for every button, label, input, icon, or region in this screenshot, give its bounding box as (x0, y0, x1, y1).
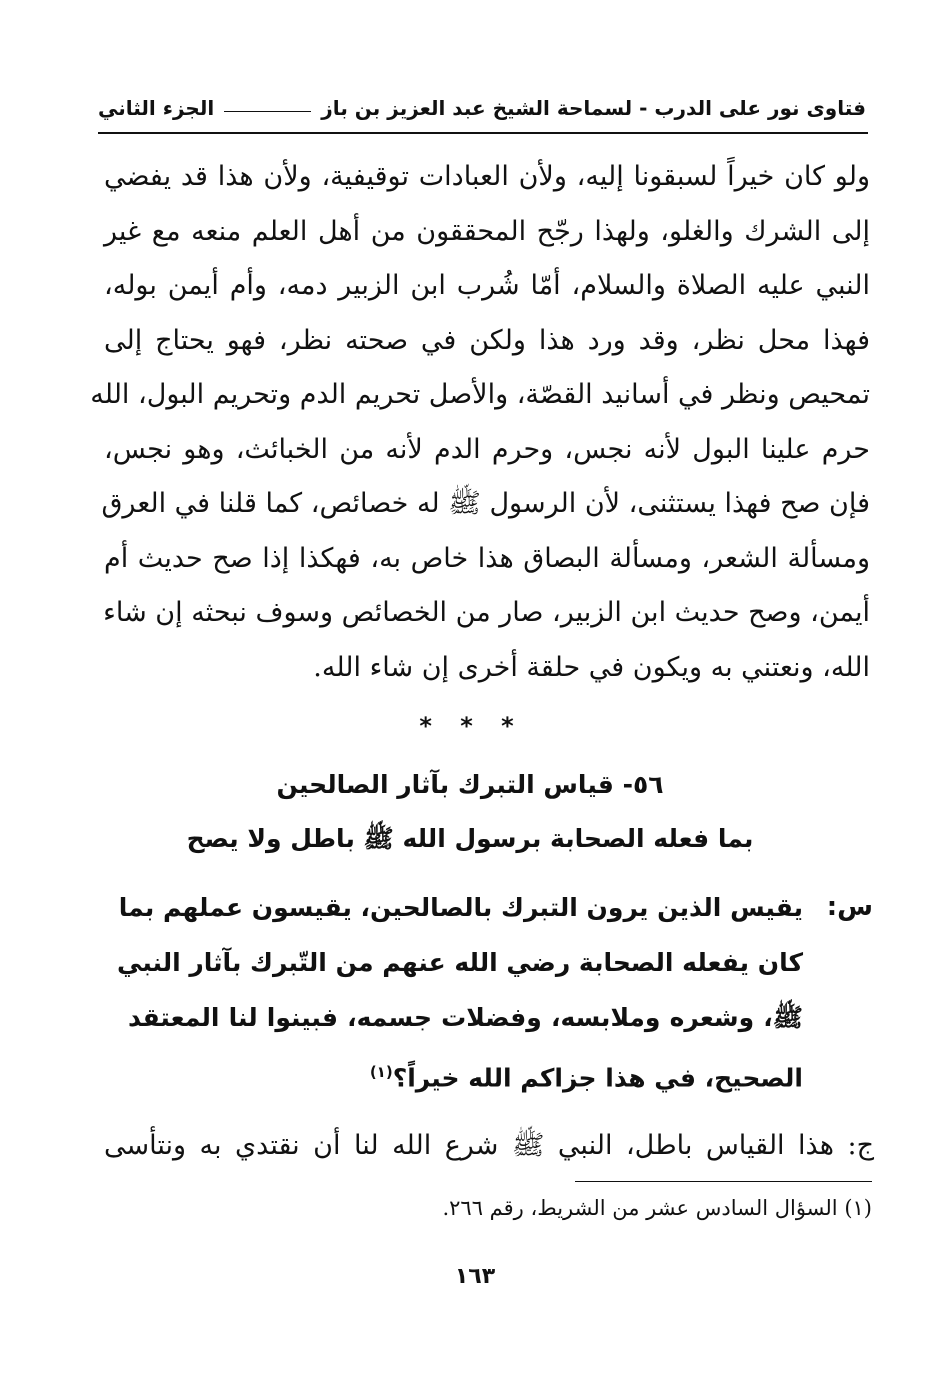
question-line: كان يفعله الصحابة رضي الله عنهم من التّبرك بآثار النبي (117, 948, 803, 977)
body-line: الله، ونعتني به ويكون في حلقة أخرى إن شاء الله. (313, 651, 870, 683)
body-line: أيمن، وصح حديث ابن الزبير، صار من الخصائص وسوف نبحثه إن شاء (103, 597, 870, 628)
header-divider (224, 111, 311, 112)
footnote-marker: (١) (369, 1063, 393, 1081)
header-rule (98, 132, 868, 134)
body-line: تمحيص ونظر في أسانيد القصّة، والأصل تحريم الدم وتحريم البول، الله (90, 379, 870, 410)
body-line: إلى الشرك والغلو، ولهذا رجّح المحققون من أهل العلم منعه مع غير (104, 215, 870, 247)
question-line: ﷺ، وشعره وملابسه، وفضلات جسمه، فبينوا لنا المعتقد (128, 1003, 803, 1032)
answer-line (104, 1118, 874, 1173)
question-indent (803, 935, 873, 990)
question-row (117, 935, 873, 990)
volume-label: الجزء الثاني (98, 96, 215, 120)
question-line-last (128, 1045, 803, 1100)
section-title: ٥٦- قياس التبرك بآثار الصالحين (276, 770, 664, 799)
question-indent (803, 990, 873, 1045)
question-line: يقيس الذين يرون التبرك بالصالحين، يقيسون عملهم بما (118, 893, 803, 922)
question-line: الصحيح، في هذا جزاكم الله خيراً؟ (392, 1063, 803, 1093)
footnote-rule (575, 1181, 872, 1182)
question-block (117, 880, 873, 1100)
question-row (128, 990, 873, 1045)
body-line: فهذا محل نظر، وقد ورد هذا ولكن في صحته نظر، فهو يحتاج إلى (104, 324, 870, 356)
body-paragraph (90, 150, 870, 695)
body-line: فإن صح فهذا يستثنى، لأن الرسول ﷺ له خصائص، كما قلنا في العرق (101, 488, 870, 519)
footnote: (١) السؤال السادس عشر من الشريط، رقم ٢٦٦. (442, 1196, 872, 1220)
body-line: النبي عليه الصلاة والسلام، أمّا شُرب ابن الزبير دمه، وأم أيمن بوله، (104, 270, 870, 301)
running-header (98, 88, 866, 128)
question-prefix: س: (826, 892, 873, 922)
question-indent (803, 1045, 873, 1100)
answer-text: هذا القياس باطل، النبي ﷺ شرع الله لنا أن نقتدي به ونتأسى (104, 1130, 834, 1161)
answer-prefix: ج: (847, 1130, 874, 1161)
question-row (118, 880, 873, 935)
page-number: ١٦٣ (454, 1264, 496, 1289)
question-row (128, 1045, 873, 1100)
body-line: حرم علينا البول لأنه نجس، وحرم الدم لأنه من الخبائث، وهو نجس، (104, 433, 870, 465)
section-separator: * * * (419, 712, 524, 740)
section-subtitle: بما فعله الصحابة برسول الله ﷺ باطل ولا يصح (186, 824, 754, 853)
body-line: ومسألة الشعر، ومسألة البصاق هذا خاص به، فهكذا إذا صح حديث أم (104, 542, 870, 574)
body-line: ولو كان خيراً لسبقونا إليه، ولأن العبادات توقيفية، ولأن هذا قد يفضي (104, 161, 870, 192)
book-title: فتاوى نور على الدرب - لسماحة الشيخ عبد العزيز بن باز (321, 96, 866, 120)
